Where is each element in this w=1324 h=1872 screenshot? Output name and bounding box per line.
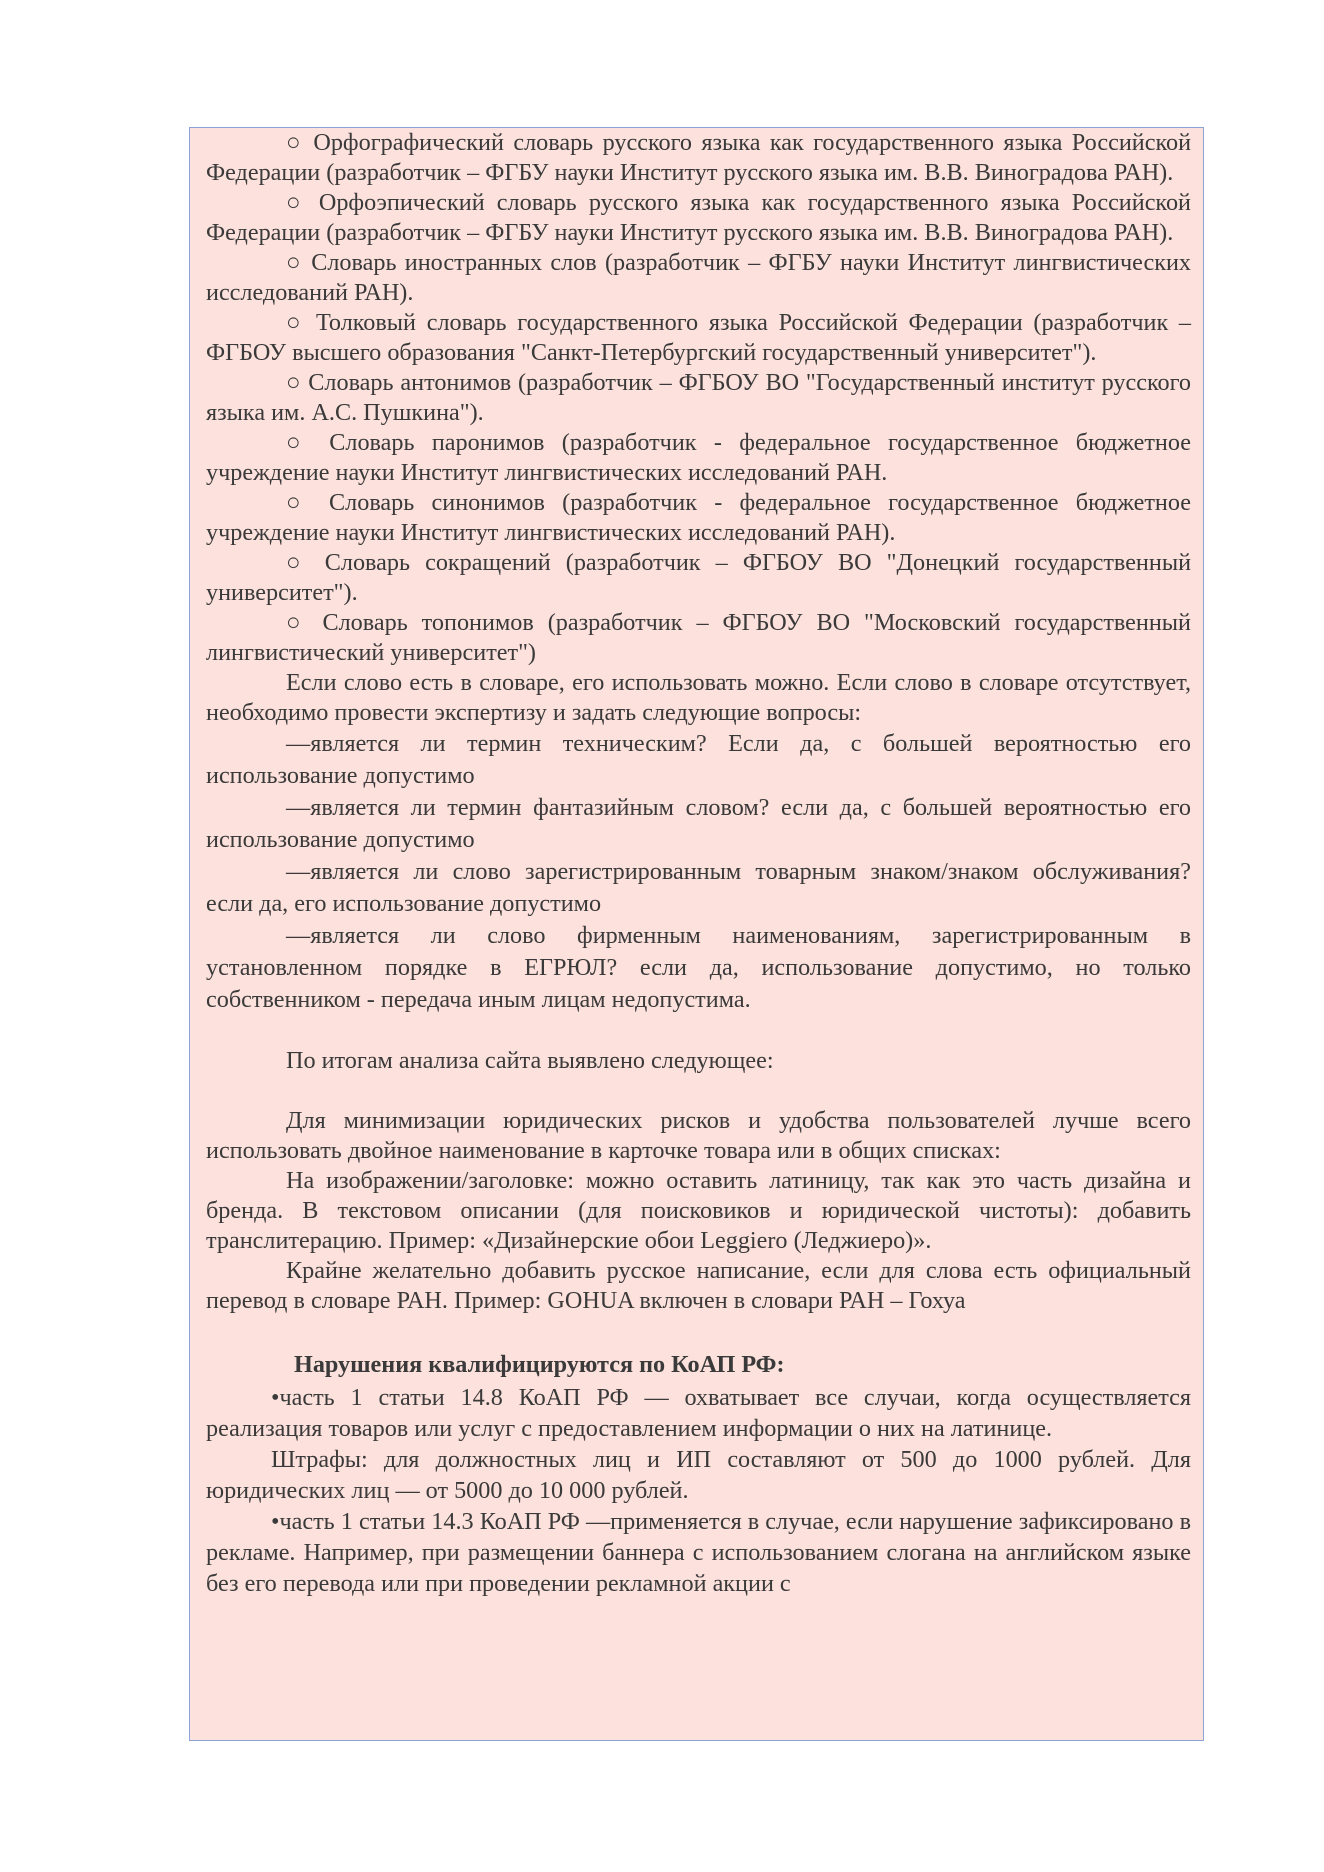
spacer bbox=[206, 1316, 1191, 1346]
list-item bbox=[206, 248, 1191, 308]
dash-icon: — bbox=[286, 858, 311, 885]
list-item bbox=[206, 608, 1191, 668]
question-item bbox=[206, 728, 1191, 792]
circle-bullet-icon: ○ bbox=[286, 609, 309, 636]
list-item-text: Словарь сокращений (разработчик – ФГБОУ ВО "Донецкий государственный университет"). bbox=[206, 549, 1192, 606]
list-item-text: Словарь синонимов (разработчик - федеральное государственное бюджетное учреждение науки Институт лингвистических исследований РАН). bbox=[206, 489, 1191, 546]
list-item-text: Словарь антонимов (разработчик – ФГБОУ ВО "Государственный институт русского языка им. А.С. Пушкина"). bbox=[206, 369, 1192, 426]
document-page bbox=[189, 127, 1204, 1741]
list-item bbox=[206, 128, 1191, 188]
violation-text: часть 1 статьи 14.8 КоАП РФ — охватывает все случаи, когда осуществляется реализация товаров или услуг с предоставлением информации о них на латинице. bbox=[206, 1384, 1191, 1442]
question-text: является ли слово зарегистрированным товарным знаком/знаком обслуживания? если да, его использование допустимо bbox=[206, 858, 1191, 917]
violation-item bbox=[206, 1506, 1191, 1599]
circle-bullet-icon: ○ bbox=[286, 309, 306, 336]
question-text: является ли термин фантазийным словом? если да, с большей вероятностью его использование допустимо bbox=[206, 794, 1191, 853]
bullet-icon: • bbox=[271, 1384, 280, 1411]
spacer bbox=[206, 1016, 1191, 1046]
dash-icon: — bbox=[286, 922, 311, 949]
question-item bbox=[206, 920, 1191, 1016]
violation-text: часть 1 статьи 14.3 КоАП РФ —применяется в случае, если нарушение зафиксировано в рекламе. Например, при размещении баннера с использованием слогана на английском языке без его перевода или при проведении рекламной акции с bbox=[206, 1508, 1191, 1597]
analysis-intro: По итогам анализа сайта выявлено следующее: bbox=[286, 1047, 774, 1074]
violations-heading: Нарушения квалифицируются по КоАП РФ: bbox=[294, 1351, 785, 1378]
question-text: является ли слово фирменным наименованиям, зарегистрированным в установленном порядке в ЕГРЮЛ? если да, использование допустимо, но только собственником - передача иным лицам недопустима. bbox=[206, 922, 1191, 1013]
question-item bbox=[206, 792, 1191, 856]
circle-bullet-icon: ○ bbox=[286, 429, 312, 456]
circle-bullet-icon: ○ bbox=[286, 369, 302, 396]
list-item-text: Орфоэпический словарь русского языка как государственного языка Российской Федерации (разработчик – ФГБУ науки Институт русского языка им. В.В. Виноградова РАН). bbox=[206, 189, 1191, 246]
list-item-text: Толковый словарь государственного языка Российской Федерации (разработчик – ФГБОУ высшего образования "Санкт-Петербургский государственный университет"). bbox=[206, 309, 1191, 366]
recommendation-paragraph: Крайне желательно добавить русское написание, если для слова есть официальный перевод в словаре РАН. Пример: GOHUA включен в словари РАН – Гохуа bbox=[206, 1257, 1191, 1314]
list-item-text: Словарь паронимов (разработчик - федеральное государственное бюджетное учреждение науки Институт лингвистических исследований РАН. bbox=[206, 429, 1192, 486]
recommendation-paragraph: Для минимизации юридических рисков и удобства пользователей лучше всего использовать двойное наименование в карточке товара или в общих списках: bbox=[206, 1107, 1191, 1164]
list-item-text: Орфографический словарь русского языка как государственного языка Российской Федерации (разработчик – ФГБУ науки Институт русского языка им. В.В. Виноградова РАН). bbox=[206, 129, 1192, 186]
circle-bullet-icon: ○ bbox=[286, 549, 310, 576]
list-item-text: Словарь топонимов (разработчик – ФГБОУ ВО "Московский государственный лингвистический университет") bbox=[206, 609, 1191, 666]
list-item bbox=[206, 308, 1191, 368]
question-item bbox=[206, 856, 1191, 920]
dash-icon: — bbox=[286, 730, 311, 757]
circle-bullet-icon: ○ bbox=[286, 249, 303, 276]
violation-item bbox=[206, 1382, 1191, 1444]
recommendation-paragraph: На изображении/заголовке: можно оставить латиницу, так как это часть дизайна и бренда. В текстовом описании (для поисковиков и юридической чистоты): добавить транслитерацию. Пример: «Дизайнерские обои Leggiero (Леджиеро)». bbox=[206, 1167, 1191, 1254]
list-item bbox=[206, 548, 1191, 608]
question-text: является ли термин техническим? Если да, с большей вероятностью его использование допустимо bbox=[206, 730, 1191, 789]
list-item-text: Словарь иностранных слов (разработчик – ФГБУ науки Институт лингвистических исследований РАН). bbox=[206, 249, 1192, 306]
list-item bbox=[206, 188, 1191, 248]
circle-bullet-icon: ○ bbox=[286, 489, 312, 516]
spacer bbox=[206, 1076, 1191, 1106]
list-item bbox=[206, 428, 1191, 488]
circle-bullet-icon: ○ bbox=[286, 129, 304, 156]
violation-fines bbox=[206, 1444, 1191, 1506]
dash-icon: — bbox=[286, 794, 311, 821]
bullet-icon: • bbox=[271, 1508, 280, 1535]
list-item bbox=[206, 368, 1191, 428]
intro-paragraph: Если слово есть в словаре, его использовать можно. Если слово в словаре отсутствует, необходимо провести экспертизу и задать следующие вопросы: bbox=[206, 669, 1191, 726]
list-item bbox=[206, 488, 1191, 548]
circle-bullet-icon: ○ bbox=[286, 189, 307, 216]
violation-text: Штрафы: для должностных лиц и ИП составляют от 500 до 1000 рублей. Для юридических лиц — от 5000 до 10 000 рублей. bbox=[206, 1446, 1191, 1504]
